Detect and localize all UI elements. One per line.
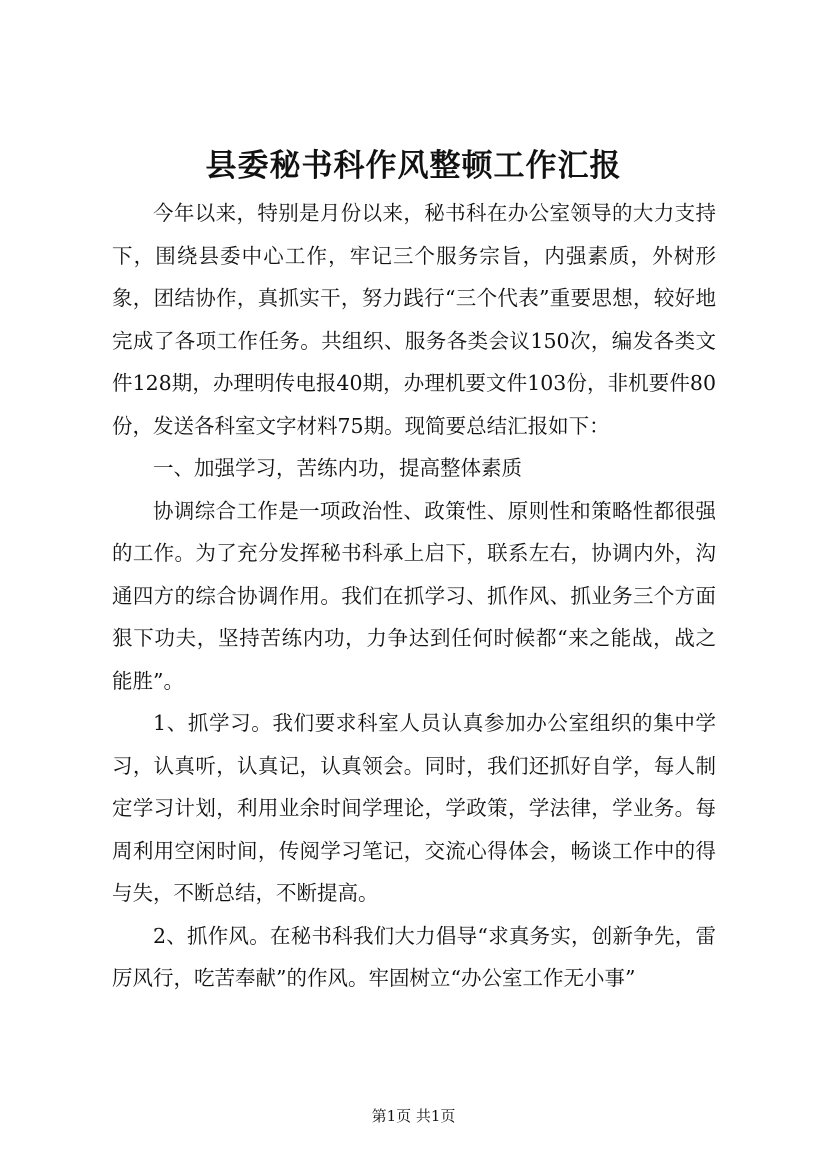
- paragraph-study: 1、抓学习。我们要求科室人员认真参加办公室组织的集中学习，认真听，认真记，认真领会。同时，我们还抓好自学，每人制定学习计划，利用业余时间学理论，学政策，学法律，学业务。每周利用空闲时间，传阅学习笔记，交流心得体会，畅谈工作中的得与失，不断总结，不断提高。: [112, 711, 716, 905]
- paragraph-intro: 今年以来，特别是月份以来，秘书科在办公室领导的大力支持下，围绕县委中心工作，牢记三个服务宗旨，内强素质，外树形象，团结协作，真抓实干，努力践行“三个代表”重要思想，较好地完成了各项工作任务。共组织、服务各类会议150次，编发各类文件128期，办理明传电报40期，办理机要文件103份，非机要件80份，发送各科室文字材料75期。现简要总结汇报如下：: [112, 201, 716, 438]
- page-footer: 第1页 共1页: [371, 1107, 456, 1125]
- paragraph-coordination: 协调综合工作是一项政治性、政策性、原则性和策略性都很强的工作。为了充分发挥秘书科承上启下，联系左右，协调内外，沟通四方的综合协调作用。我们在抓学习、抓作风、抓业务三个方面狠下功夫，坚持苦练内功，力争达到任何时候都“来之能战，战之能胜”。: [112, 498, 716, 693]
- document-title: 县委秘书科作风整顿工作汇报: [205, 148, 622, 184]
- document-body: [112, 192, 716, 1000]
- paragraph-style: 2、抓作风。在秘书科我们大力倡导“求真务实，创新争先，雷厉风行，吃苦奉献”的作风。牢固树立“办公室工作无小事”: [112, 923, 716, 990]
- section-heading: 一、加强学习，苦练内功，提高整体素质: [153, 456, 522, 480]
